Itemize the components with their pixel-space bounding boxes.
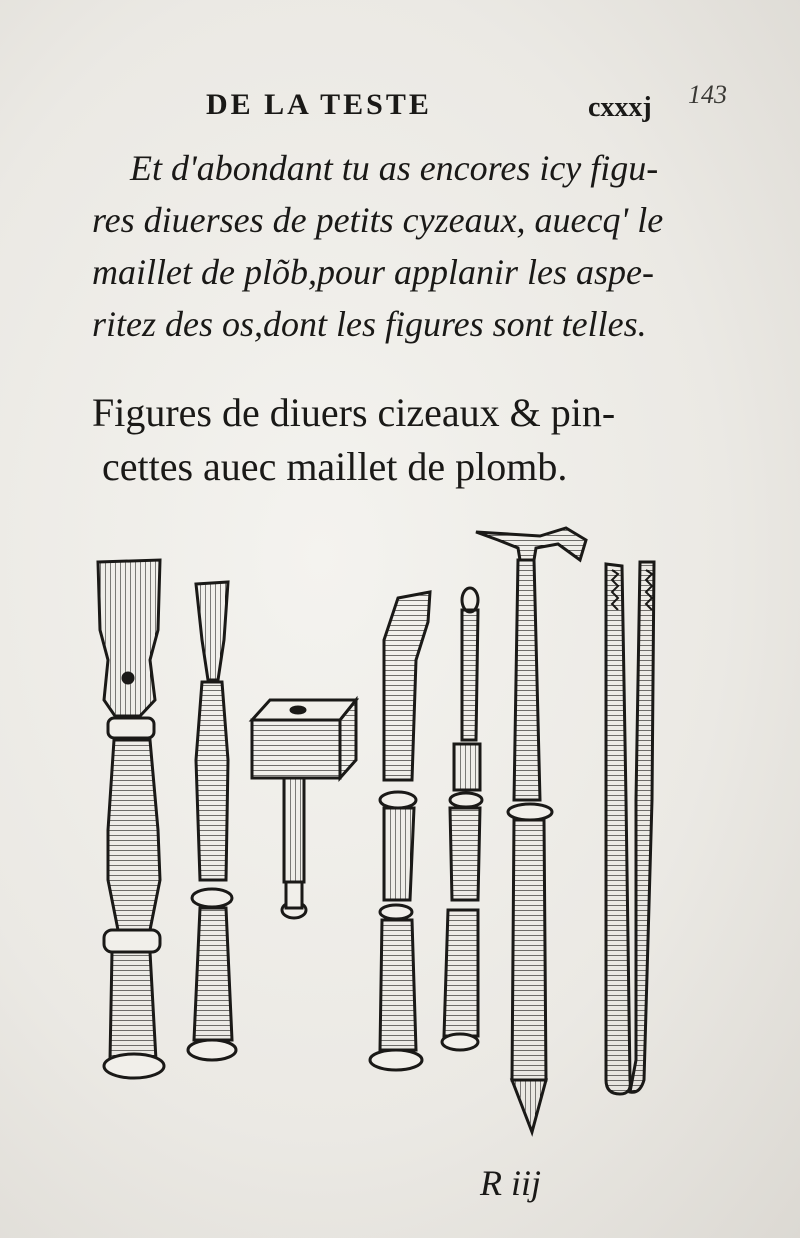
probe-chisel-icon: [442, 588, 482, 1050]
body-line: Et d'abondant tu as encores icy figu-: [130, 148, 659, 188]
body-line: res diuerses de petits cyzeaux, auecq' le: [92, 200, 664, 240]
handwritten-page-number: 143: [688, 80, 727, 109]
caption-line: Figures de diuers cizeaux & pin-: [92, 390, 616, 435]
body-line: maillet de plõb,pour applanir les aspe-: [92, 252, 654, 292]
chisel-flat-icon: [98, 560, 164, 1078]
chisel-narrow-icon: [188, 582, 236, 1060]
lead-mallet-icon: [252, 700, 356, 918]
running-title: DE LA TESTE: [206, 88, 432, 121]
pick-chisel-icon: [476, 528, 586, 1132]
folio-number: cxxxj: [588, 92, 652, 123]
tweezers-icon: [606, 562, 654, 1094]
curved-chisel-icon: [370, 592, 430, 1070]
body-line: ritez des os,dont les figures sont telles.: [92, 304, 647, 344]
caption-line: cettes auec maillet de plomb.: [102, 444, 568, 489]
signature-mark: R iij: [480, 1163, 541, 1203]
